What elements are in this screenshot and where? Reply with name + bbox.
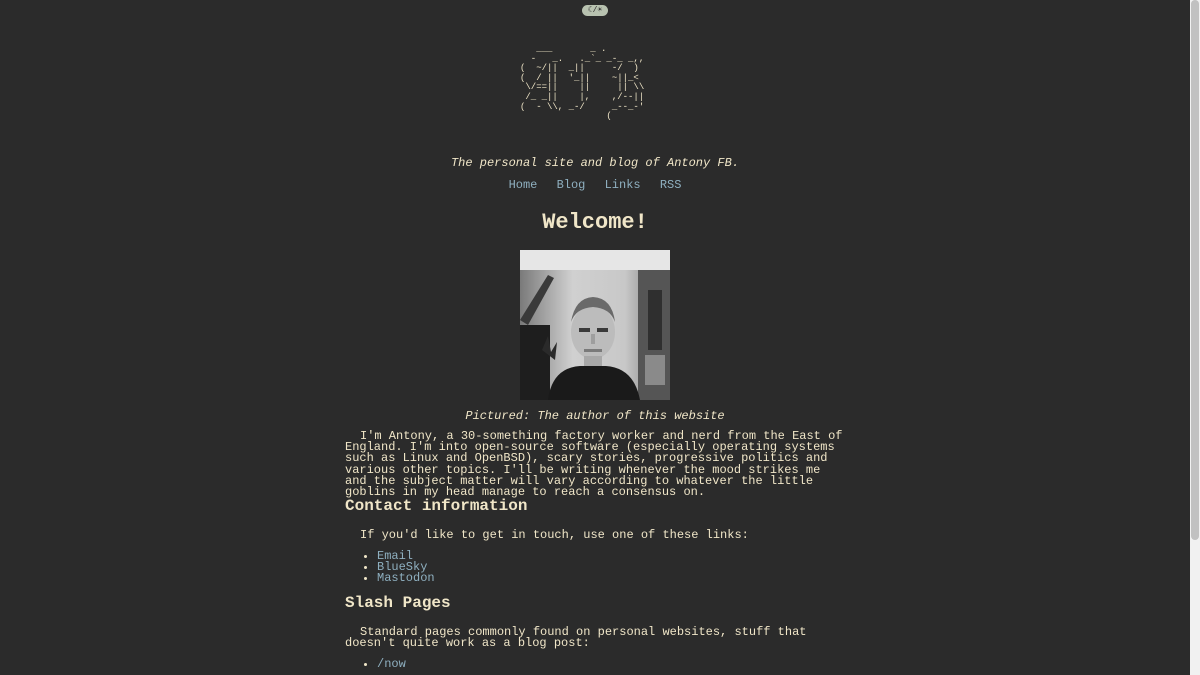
ascii-logo: ___ _ . - _. ._`_ _-_ _,, ( ~/|| _|| -/ ) ( / || '_|| ~||_< \/==|| || || \\ /_ _|| |, ,/--|| ( - \\, _-/ _--_-' ( [520, 44, 645, 122]
contact-heading: Contact information [345, 497, 528, 515]
list-item [377, 562, 879, 573]
author-portrait [520, 250, 670, 400]
mastodon-link[interactable]: Mastodon [377, 571, 435, 586]
contact-links-list [345, 551, 879, 585]
nav-rss-link[interactable]: RSS [659, 178, 682, 192]
portrait-caption: Pictured: The author of this website [465, 409, 725, 423]
bluesky-link[interactable]: BlueSky [377, 560, 428, 575]
slash-pages-heading: Slash Pages [345, 594, 451, 612]
slash-pages-text: Standard pages commonly found on personal websites, stuff that doesn't quite work as a blog post: [345, 625, 807, 651]
nav-blog-link[interactable]: Blog [556, 178, 586, 192]
list-item [377, 551, 879, 562]
contact-text: If you'd like to get in touch, use one of these links: [360, 528, 749, 542]
vertical-scrollbar[interactable] [1190, 0, 1200, 675]
email-link[interactable]: Email [377, 549, 414, 563]
main-nav [0, 178, 1190, 192]
nav-home-link[interactable]: Home [508, 178, 538, 192]
list-item [377, 573, 879, 584]
list-item [377, 659, 879, 670]
intro-paragraph: I'm Antony, a 30-something factory worker and nerd from the East of England. I'm into open-source software (especially operating systems such as Linux and OpenBSD), scary stories, progressive politics and various other topics. I'll be writing whenever the mood strikes me and the subject matter will vary according to whatever the little goblins in my head manage to reach a consensus on. [345, 429, 843, 500]
page-title: Welcome! [542, 210, 648, 235]
scrollbar-thumb[interactable] [1191, 0, 1199, 540]
theme-toggle-button[interactable] [582, 5, 608, 16]
site-tagline: The personal site and blog of Antony FB. [450, 156, 740, 170]
nav-links-link[interactable]: Links [604, 178, 641, 192]
moon-sun-icon: ☾/☀ [587, 6, 603, 15]
slash-links-list [345, 659, 879, 670]
now-page-link[interactable]: /now [377, 657, 406, 671]
